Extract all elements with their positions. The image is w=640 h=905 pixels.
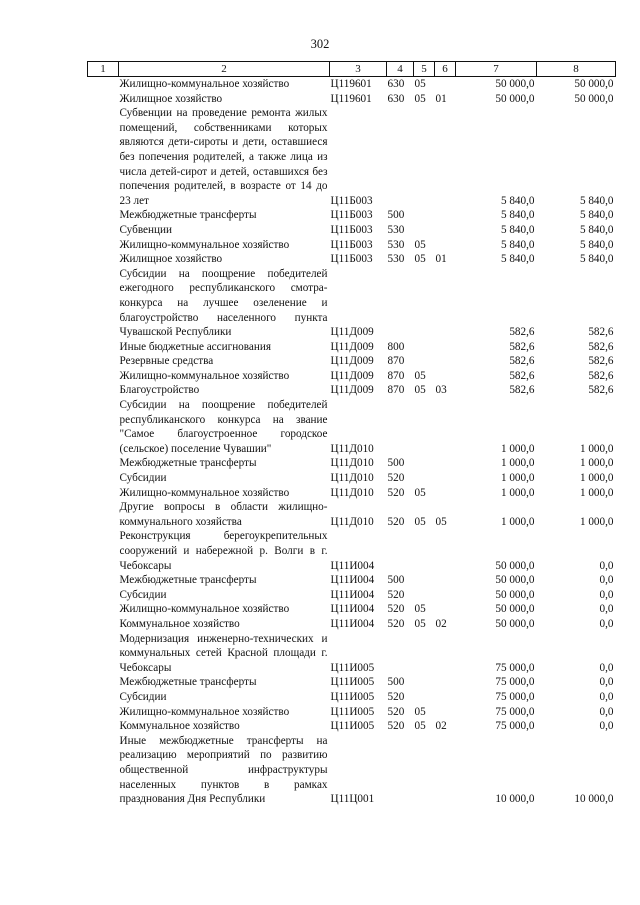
row-amount-col7: 75 000,0 bbox=[495, 661, 535, 674]
row-name: Коммунальное хозяйство bbox=[119, 617, 240, 630]
row-number-cell bbox=[88, 602, 119, 617]
row-name: Межбюджетные трансферты bbox=[119, 209, 257, 222]
row-subsection: 01 bbox=[435, 92, 447, 105]
row-subsection bbox=[435, 690, 456, 705]
row-subsection bbox=[435, 675, 456, 690]
row-expense-type bbox=[387, 632, 414, 676]
row-expense-type: 520 bbox=[387, 720, 405, 733]
row-amount-col7: 50 000,0 bbox=[495, 603, 535, 616]
row-expense-type bbox=[387, 734, 414, 807]
row-subsection bbox=[435, 267, 456, 340]
row-name: Субсидии bbox=[119, 472, 167, 485]
table-row bbox=[88, 369, 616, 384]
row-name: Субсидии bbox=[119, 588, 167, 601]
table-row bbox=[88, 398, 616, 456]
row-subsection bbox=[435, 588, 456, 603]
row-name: Иные межбюджетные трансферты на реализацию мероприятий по развитию общественной инфраструктуры населенных пунктов в рамках празднования Дня Республики bbox=[119, 734, 328, 806]
row-section: 05 bbox=[414, 603, 426, 616]
table-row bbox=[88, 588, 616, 603]
row-code: Ц11Б003 bbox=[330, 223, 373, 236]
row-amount-col8: 0,0 bbox=[599, 574, 614, 587]
row-section: 05 bbox=[414, 253, 426, 266]
row-amount-col7: 50 000,0 bbox=[495, 92, 535, 105]
row-amount-col8: 50 000,0 bbox=[574, 92, 614, 105]
row-expense-type bbox=[387, 267, 414, 340]
row-section bbox=[414, 106, 435, 208]
row-number-cell bbox=[88, 486, 119, 501]
table-row bbox=[88, 486, 616, 501]
row-number-cell bbox=[88, 369, 119, 384]
row-subsection bbox=[435, 106, 456, 208]
row-amount-col7: 50 000,0 bbox=[495, 574, 535, 587]
row-section bbox=[414, 632, 435, 676]
row-section: 05 bbox=[414, 369, 426, 382]
row-code: Ц11Д010 bbox=[330, 442, 374, 455]
row-subsection bbox=[435, 573, 456, 588]
row-expense-type: 800 bbox=[387, 340, 405, 353]
row-code: Ц11Д010 bbox=[330, 486, 374, 499]
row-number-cell bbox=[88, 223, 119, 238]
row-number-cell bbox=[88, 354, 119, 369]
row-subsection: 03 bbox=[435, 384, 447, 397]
row-code: Ц11Ц001 bbox=[330, 793, 375, 806]
row-number-cell bbox=[88, 340, 119, 355]
row-name: Резервные средства bbox=[119, 355, 214, 368]
row-section bbox=[414, 675, 435, 690]
table-row bbox=[88, 252, 616, 267]
row-code: Ц11И004 bbox=[330, 574, 375, 587]
row-name: Межбюджетные трансферты bbox=[119, 676, 257, 689]
row-amount-col8: 0,0 bbox=[599, 617, 614, 630]
row-expense-type: 530 bbox=[387, 253, 405, 266]
row-name: Другие вопросы в области жилищно-коммунального хозяйства bbox=[119, 501, 328, 528]
row-subsection bbox=[435, 529, 456, 573]
row-expense-type: 530 bbox=[387, 238, 405, 251]
row-code: Ц119601 bbox=[330, 92, 372, 105]
row-code: Ц11Д009 bbox=[330, 384, 374, 397]
header-cell-7: 7 bbox=[456, 62, 537, 77]
row-section: 05 bbox=[414, 78, 426, 90]
row-name: Межбюджетные трансферты bbox=[119, 574, 257, 587]
row-name: Субсидии bbox=[119, 690, 167, 703]
row-amount-col8: 582,6 bbox=[588, 355, 614, 368]
row-amount-col7: 1 000,0 bbox=[500, 442, 535, 455]
table-body bbox=[88, 77, 616, 807]
header-cell-3: 3 bbox=[330, 62, 387, 77]
row-number-cell bbox=[88, 456, 119, 471]
row-subsection bbox=[435, 602, 456, 617]
row-name: Субсидии на поощрение победителей ежегодного республиканского смотра-конкурса на лучшее озеленение и благоустройство населенного пункта Чувашской Республики bbox=[119, 267, 328, 339]
row-amount-col8: 5 840,0 bbox=[579, 253, 614, 266]
row-amount-col7: 5 840,0 bbox=[500, 209, 535, 222]
row-amount-col7: 5 840,0 bbox=[500, 223, 535, 236]
row-amount-col8: 0,0 bbox=[599, 690, 614, 703]
row-expense-type: 630 bbox=[387, 78, 405, 90]
table-row bbox=[88, 106, 616, 208]
row-code: Ц11И005 bbox=[330, 720, 375, 733]
row-amount-col8: 1 000,0 bbox=[579, 472, 614, 485]
row-code: Ц11Б003 bbox=[330, 194, 373, 207]
row-amount-col8: 0,0 bbox=[599, 588, 614, 601]
row-section bbox=[414, 588, 435, 603]
table-row bbox=[88, 354, 616, 369]
row-section bbox=[414, 398, 435, 456]
row-expense-type: 520 bbox=[387, 588, 405, 601]
row-name: Жилищно-коммунальное хозяйство bbox=[119, 369, 290, 382]
row-section bbox=[414, 456, 435, 471]
row-number-cell bbox=[88, 705, 119, 720]
row-code: Ц11И004 bbox=[330, 617, 375, 630]
table-row bbox=[88, 705, 616, 720]
row-section bbox=[414, 340, 435, 355]
table-row bbox=[88, 602, 616, 617]
header-cell-2: 2 bbox=[119, 62, 330, 77]
row-section: 05 bbox=[414, 720, 426, 733]
row-number-cell bbox=[88, 573, 119, 588]
row-expense-type: 520 bbox=[387, 705, 405, 718]
row-expense-type bbox=[387, 529, 414, 573]
row-amount-col8: 5 840,0 bbox=[579, 209, 614, 222]
table-row bbox=[88, 77, 616, 92]
row-number-cell bbox=[88, 92, 119, 107]
table-row bbox=[88, 529, 616, 573]
row-code: Ц11Б003 bbox=[330, 209, 373, 222]
row-code: Ц11И005 bbox=[330, 690, 375, 703]
row-section bbox=[414, 267, 435, 340]
budget-table bbox=[87, 61, 616, 807]
row-expense-type: 520 bbox=[387, 486, 405, 499]
row-amount-col7: 75 000,0 bbox=[495, 705, 535, 718]
row-expense-type: 520 bbox=[387, 690, 405, 703]
row-name: Модернизация инженерно-технических и коммунальных сетей Красной площади г. Чебоксары bbox=[119, 632, 328, 674]
row-amount-col7: 75 000,0 bbox=[495, 676, 535, 689]
row-number-cell bbox=[88, 500, 119, 529]
page-number: 302 bbox=[310, 37, 330, 51]
row-expense-type bbox=[387, 106, 414, 208]
row-name: Жилищно-коммунальное хозяйство bbox=[119, 705, 290, 718]
row-name: Коммунальное хозяйство bbox=[119, 720, 240, 733]
row-amount-col7: 1 000,0 bbox=[500, 472, 535, 485]
row-amount-col7: 582,6 bbox=[509, 355, 535, 368]
row-amount-col8: 1 000,0 bbox=[579, 457, 614, 470]
row-code: Ц11И004 bbox=[330, 588, 375, 601]
row-amount-col7: 50 000,0 bbox=[495, 617, 535, 630]
row-amount-col7: 50 000,0 bbox=[495, 588, 535, 601]
row-subsection bbox=[435, 77, 456, 92]
row-subsection: 02 bbox=[435, 720, 447, 733]
row-name: Жилищно-коммунальное хозяйство bbox=[119, 603, 290, 616]
row-section bbox=[414, 690, 435, 705]
row-name: Субвенции bbox=[119, 223, 172, 236]
row-amount-col8: 5 840,0 bbox=[579, 238, 614, 251]
row-name: Жилищно-коммунальное хозяйство bbox=[119, 238, 290, 251]
row-amount-col8: 5 840,0 bbox=[579, 194, 614, 207]
table-row bbox=[88, 573, 616, 588]
row-amount-col8: 582,6 bbox=[588, 340, 614, 353]
row-amount-col8: 10 000,0 bbox=[574, 793, 614, 806]
row-subsection: 02 bbox=[435, 617, 447, 630]
row-number-cell bbox=[88, 632, 119, 676]
row-amount-col8: 50 000,0 bbox=[574, 78, 614, 90]
row-code: Ц11Д009 bbox=[330, 340, 374, 353]
row-subsection bbox=[435, 456, 456, 471]
table-row bbox=[88, 675, 616, 690]
row-name: Благоустройство bbox=[119, 384, 200, 397]
row-section: 05 bbox=[414, 705, 426, 718]
row-subsection bbox=[435, 705, 456, 720]
row-number-cell bbox=[88, 617, 119, 632]
row-expense-type: 500 bbox=[387, 574, 405, 587]
row-subsection bbox=[435, 471, 456, 486]
row-name: Жилищное хозяйство bbox=[119, 92, 223, 105]
row-section: 05 bbox=[414, 515, 426, 528]
row-amount-col7: 5 840,0 bbox=[500, 194, 535, 207]
row-expense-type: 520 bbox=[387, 603, 405, 616]
header-cell-8: 8 bbox=[537, 62, 616, 77]
row-amount-col8: 1 000,0 bbox=[579, 486, 614, 499]
row-name: Реконструкция берегоукрепительных сооружений и набережной р. Волги в г. Чебоксары bbox=[119, 530, 328, 572]
row-section bbox=[414, 529, 435, 573]
row-amount-col7: 5 840,0 bbox=[500, 238, 535, 251]
table-row bbox=[88, 500, 616, 529]
row-subsection bbox=[435, 632, 456, 676]
header-cell-1: 1 bbox=[88, 62, 119, 77]
row-section bbox=[414, 471, 435, 486]
row-expense-type: 870 bbox=[387, 369, 405, 382]
row-code: Ц11И005 bbox=[330, 661, 375, 674]
row-subsection bbox=[435, 398, 456, 456]
row-amount-col8: 0,0 bbox=[599, 661, 614, 674]
row-number-cell bbox=[88, 77, 119, 92]
row-section: 05 bbox=[414, 384, 426, 397]
row-amount-col8: 1 000,0 bbox=[579, 515, 614, 528]
header-cell-5: 5 bbox=[414, 62, 435, 77]
row-amount-col8: 5 840,0 bbox=[579, 223, 614, 236]
row-code: Ц11Д010 bbox=[330, 515, 374, 528]
row-code: Ц11И005 bbox=[330, 676, 375, 689]
row-amount-col7: 1 000,0 bbox=[500, 457, 535, 470]
row-section bbox=[414, 223, 435, 238]
row-name: Жилищно-коммунальное хозяйство bbox=[119, 486, 290, 499]
row-code: Ц11Д009 bbox=[330, 369, 374, 382]
header-cell-6: 6 bbox=[435, 62, 456, 77]
row-number-cell bbox=[88, 252, 119, 267]
row-expense-type: 870 bbox=[387, 384, 405, 397]
row-number-cell bbox=[88, 106, 119, 208]
table-row bbox=[88, 471, 616, 486]
row-number-cell bbox=[88, 471, 119, 486]
row-amount-col7: 1 000,0 bbox=[500, 515, 535, 528]
row-expense-type: 520 bbox=[387, 515, 405, 528]
row-number-cell bbox=[88, 208, 119, 223]
row-number-cell bbox=[88, 238, 119, 253]
row-code: Ц119601 bbox=[330, 78, 372, 90]
row-expense-type: 530 bbox=[387, 223, 405, 236]
row-name: Жилищно-коммунальное хозяйство bbox=[119, 78, 290, 90]
row-amount-col7: 50 000,0 bbox=[495, 78, 535, 90]
row-subsection bbox=[435, 369, 456, 384]
table-row bbox=[88, 267, 616, 340]
row-number-cell bbox=[88, 267, 119, 340]
row-amount-col7: 582,6 bbox=[509, 340, 535, 353]
row-subsection bbox=[435, 238, 456, 253]
row-subsection bbox=[435, 223, 456, 238]
row-number-cell bbox=[88, 719, 119, 734]
row-amount-col7: 75 000,0 bbox=[495, 690, 535, 703]
row-amount-col8: 0,0 bbox=[599, 603, 614, 616]
table-row bbox=[88, 719, 616, 734]
table-row bbox=[88, 617, 616, 632]
row-code: Ц11И004 bbox=[330, 603, 375, 616]
row-subsection bbox=[435, 734, 456, 807]
row-number-cell bbox=[88, 675, 119, 690]
row-code: Ц11И004 bbox=[330, 559, 375, 572]
row-code: Ц11Д010 bbox=[330, 457, 374, 470]
row-code: Ц11Д009 bbox=[330, 355, 374, 368]
row-amount-col7: 582,6 bbox=[509, 326, 535, 339]
table-row bbox=[88, 92, 616, 107]
row-name: Иные бюджетные ассигнования bbox=[119, 340, 271, 353]
row-number-cell bbox=[88, 398, 119, 456]
row-code: Ц11Б003 bbox=[330, 253, 373, 266]
row-number-cell bbox=[88, 383, 119, 398]
row-subsection bbox=[435, 208, 456, 223]
table-header-row bbox=[88, 62, 616, 77]
row-amount-col8: 0,0 bbox=[599, 705, 614, 718]
row-amount-col8: 582,6 bbox=[588, 369, 614, 382]
row-name: Жилищное хозяйство bbox=[119, 253, 223, 266]
row-code: Ц11И005 bbox=[330, 705, 375, 718]
row-section bbox=[414, 573, 435, 588]
row-amount-col7: 5 840,0 bbox=[500, 253, 535, 266]
row-expense-type: 500 bbox=[387, 457, 405, 470]
row-name: Межбюджетные трансферты bbox=[119, 457, 257, 470]
row-code: Ц11Д010 bbox=[330, 472, 374, 485]
row-subsection bbox=[435, 486, 456, 501]
row-section bbox=[414, 208, 435, 223]
table-row bbox=[88, 383, 616, 398]
row-expense-type: 500 bbox=[387, 209, 405, 222]
row-code: Ц11Д009 bbox=[330, 326, 374, 339]
row-section: 05 bbox=[414, 486, 426, 499]
row-number-cell bbox=[88, 588, 119, 603]
row-section: 05 bbox=[414, 238, 426, 251]
row-amount-col7: 582,6 bbox=[509, 384, 535, 397]
row-number-cell bbox=[88, 690, 119, 705]
row-code: Ц11Б003 bbox=[330, 238, 373, 251]
row-expense-type: 870 bbox=[387, 355, 405, 368]
row-section: 05 bbox=[414, 92, 426, 105]
row-expense-type bbox=[387, 398, 414, 456]
table-row bbox=[88, 208, 616, 223]
row-section bbox=[414, 734, 435, 807]
row-section bbox=[414, 354, 435, 369]
row-amount-col8: 0,0 bbox=[599, 676, 614, 689]
row-subsection: 05 bbox=[435, 515, 447, 528]
row-number-cell bbox=[88, 734, 119, 807]
table-row bbox=[88, 690, 616, 705]
row-amount-col8: 582,6 bbox=[588, 326, 614, 339]
row-amount-col8: 0,0 bbox=[599, 720, 614, 733]
table-row bbox=[88, 340, 616, 355]
row-number-cell bbox=[88, 529, 119, 573]
row-amount-col7: 1 000,0 bbox=[500, 486, 535, 499]
row-amount-col8: 1 000,0 bbox=[579, 442, 614, 455]
row-expense-type: 500 bbox=[387, 676, 405, 689]
header-cell-4: 4 bbox=[387, 62, 414, 77]
table-row bbox=[88, 734, 616, 807]
row-name: Субсидии на поощрение победителей республиканского конкурса на звание "Самое благоустроенное городское (сельское) поселение Чувашии" bbox=[119, 399, 328, 455]
row-subsection: 01 bbox=[435, 253, 447, 266]
row-expense-type: 630 bbox=[387, 92, 405, 105]
row-subsection bbox=[435, 340, 456, 355]
row-amount-col7: 50 000,0 bbox=[495, 559, 535, 572]
row-amount-col8: 582,6 bbox=[588, 384, 614, 397]
table-row bbox=[88, 632, 616, 676]
row-name: Субвенции на проведение ремонта жилых помещений, собственниками которых являются дети-сироты и дети, оставшиеся без попечения родителей, а также лица из числа детей-сирот и детей, оставшихся без попечения родителей, в возрасте от 14 до 23 лет bbox=[119, 107, 328, 207]
table-row bbox=[88, 223, 616, 238]
row-amount-col7: 582,6 bbox=[509, 369, 535, 382]
row-amount-col8: 0,0 bbox=[599, 559, 614, 572]
row-subsection bbox=[435, 354, 456, 369]
table-row bbox=[88, 456, 616, 471]
row-section: 05 bbox=[414, 617, 426, 630]
row-expense-type: 520 bbox=[387, 617, 405, 630]
row-expense-type: 520 bbox=[387, 472, 405, 485]
row-amount-col7: 10 000,0 bbox=[495, 793, 535, 806]
table-row bbox=[88, 238, 616, 253]
row-amount-col7: 75 000,0 bbox=[495, 720, 535, 733]
